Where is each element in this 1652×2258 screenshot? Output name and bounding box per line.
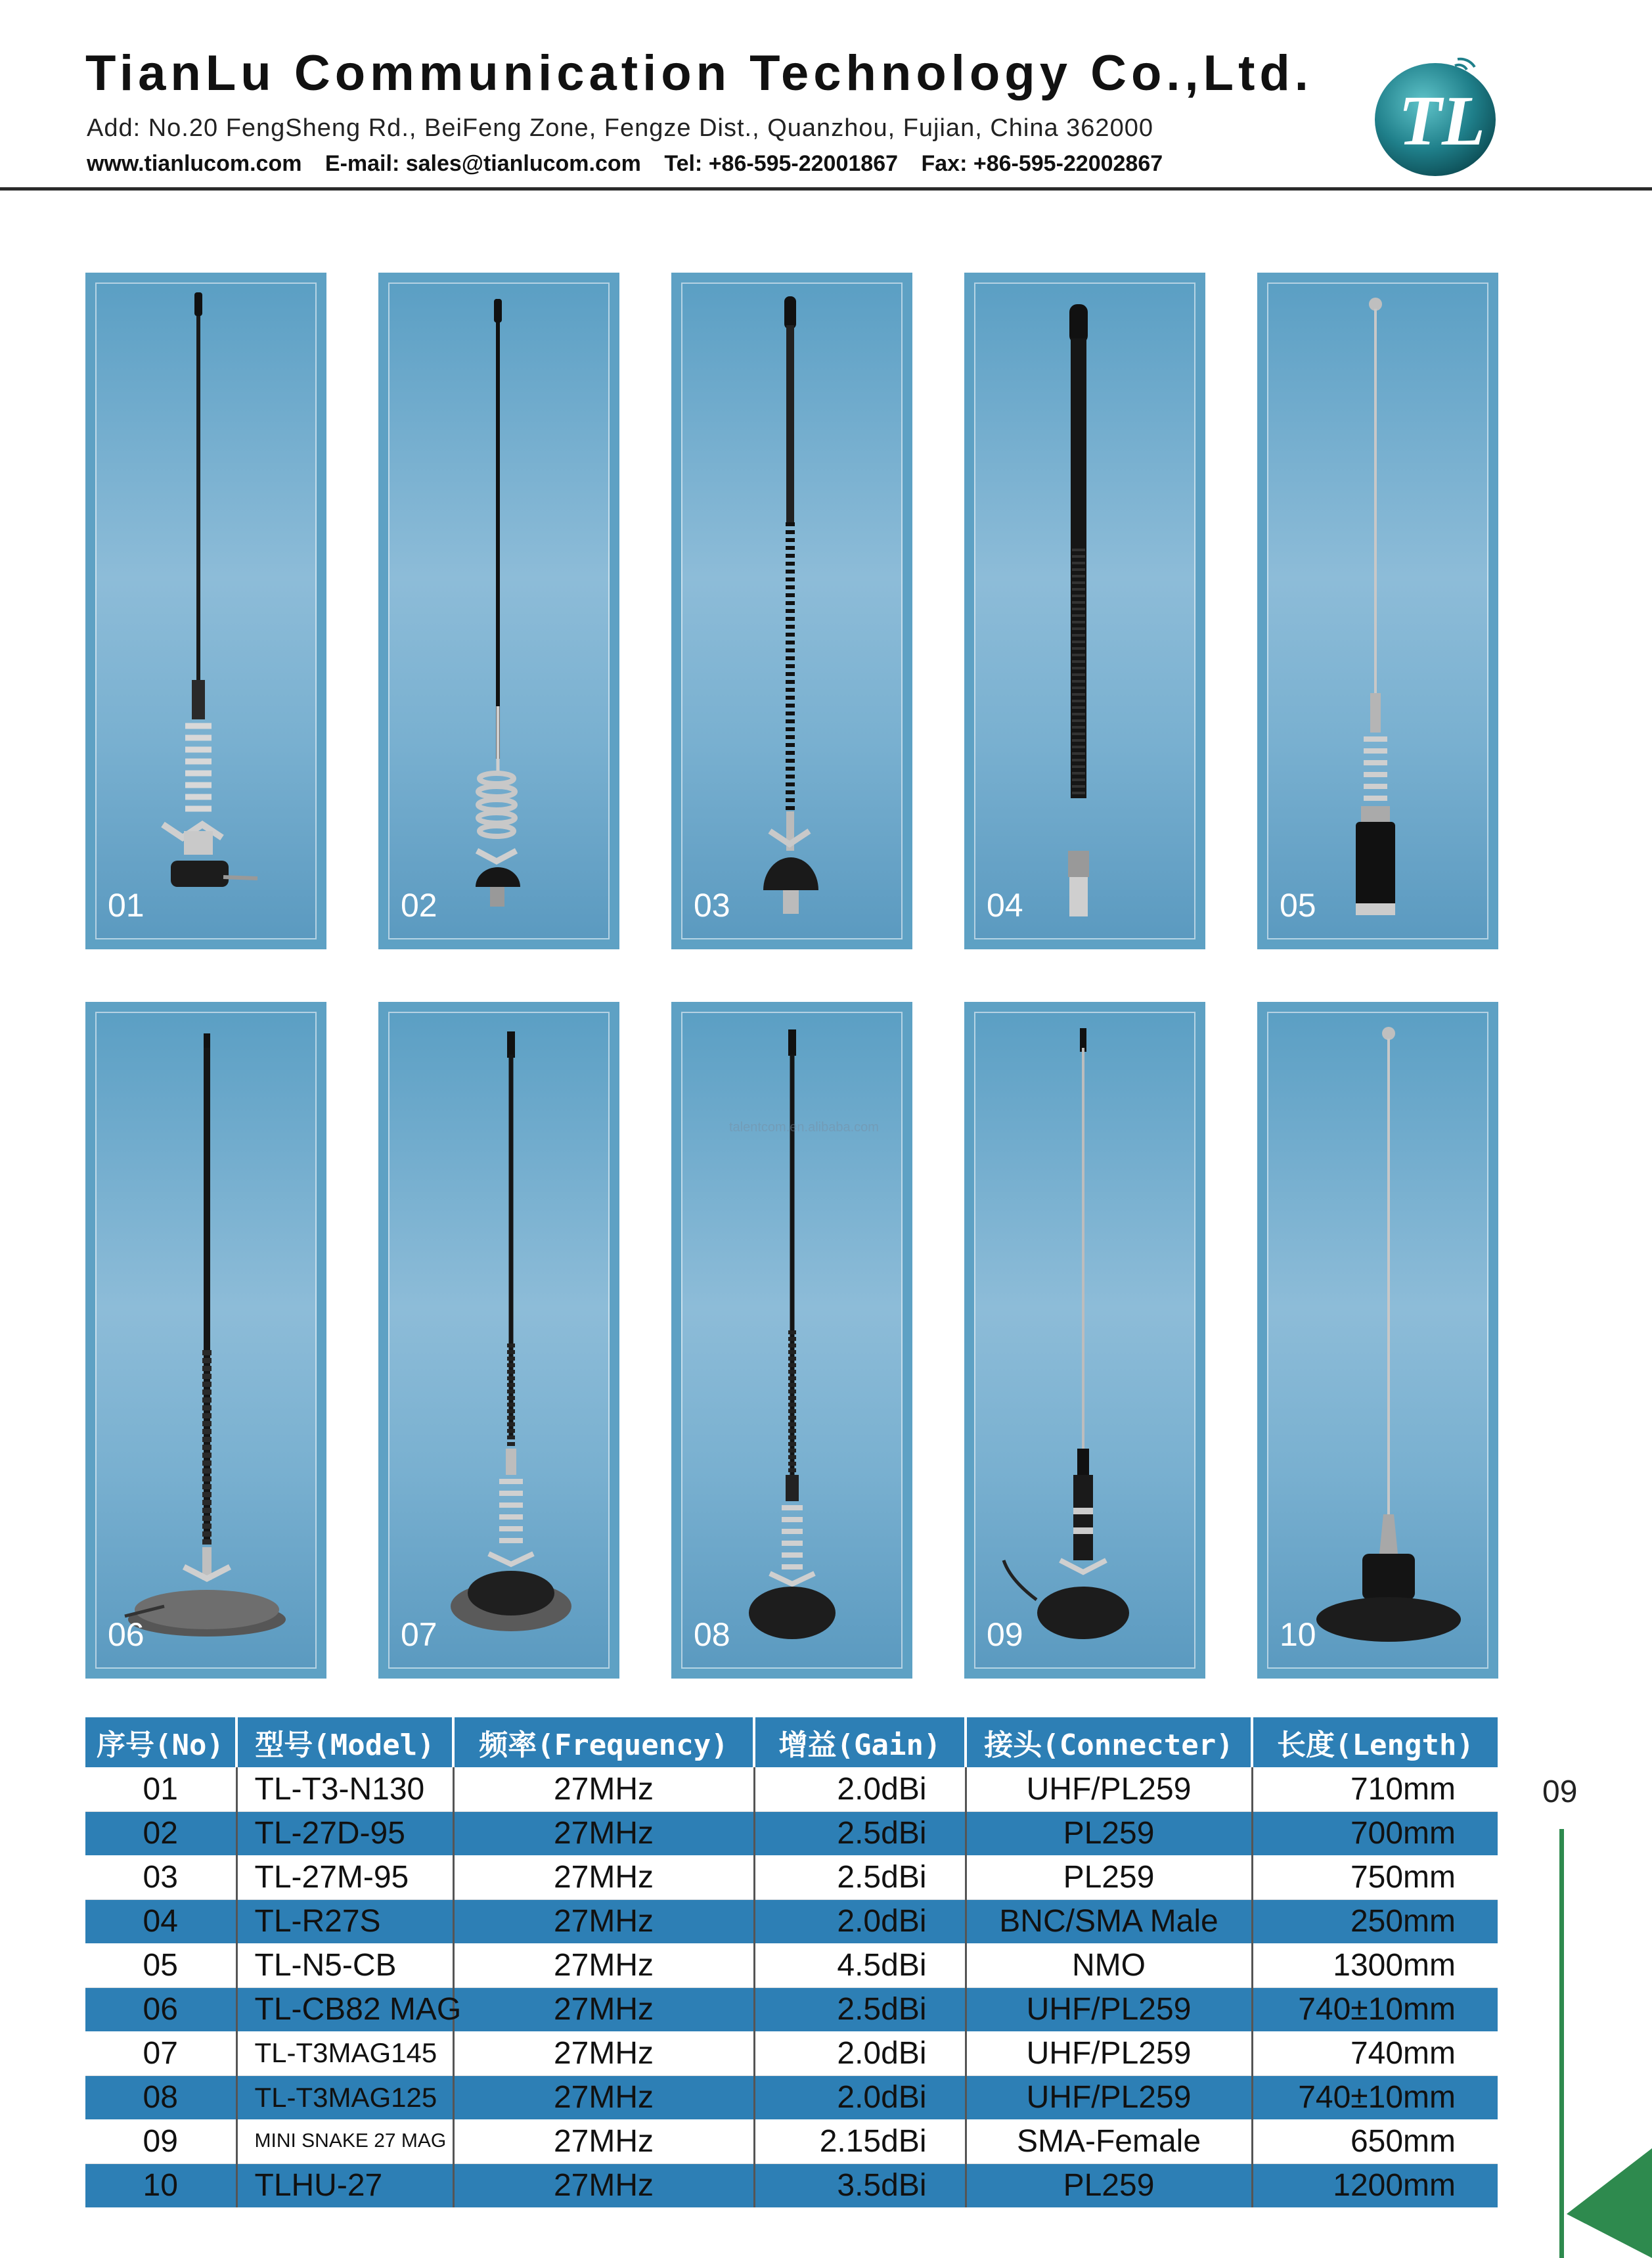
product-number: 04 [987,887,1023,924]
table-row [85,1987,1498,2031]
cell-connector: BNC/SMA Male [966,1899,1252,1943]
table-row [85,2031,1498,2075]
cell-frequency: 27MHz [453,2119,754,2163]
spec-table [85,1717,1498,2207]
cell-model: TL-T3MAG125 [236,2075,453,2119]
cell-connector: PL259 [966,1855,1252,1899]
contact-line [87,151,1180,177]
company-name: TianLu Communication Technology Co.,Ltd. [85,45,1313,101]
cell-model: TLHU-27 [236,2163,453,2207]
product-panel-06[interactable] [85,1002,326,1679]
website-link[interactable]: www.tianlucom.com [87,151,302,176]
cell-no: 09 [85,2119,236,2163]
header-connector: 接头(Connecter) [966,1717,1252,1767]
page-header [0,0,1652,191]
corner-triangle-decoration [1567,2148,1652,2258]
cell-length: 250mm [1252,1899,1498,1943]
cell-frequency: 27MHz [453,2075,754,2119]
product-panel-01[interactable] [85,273,326,949]
product-number: 01 [108,887,145,924]
company-address: Add: No.20 FengSheng Rd., BeiFeng Zone, Fengze Dist., Quanzhou, Fujian, China 362000 [87,114,1153,142]
cell-gain: 2.5dBi [754,1987,966,2031]
cell-length: 650mm [1252,2119,1498,2163]
cell-frequency: 27MHz [453,1767,754,1811]
table-row [85,2075,1498,2119]
table-row [85,1943,1498,1987]
cell-connector: UHF/PL259 [966,1767,1252,1811]
antenna-image-01 [85,273,326,949]
cell-length: 740mm [1252,2031,1498,2075]
cell-model: TL-27D-95 [236,1811,453,1855]
header-model: 型号(Model) [236,1717,453,1767]
cell-frequency: 27MHz [453,1855,754,1899]
cell-connector: PL259 [966,1811,1252,1855]
cell-frequency: 27MHz [453,1811,754,1855]
antenna-image-08 [671,1002,912,1679]
cell-no: 08 [85,2075,236,2119]
header-no: 序号(No) [85,1717,236,1767]
product-number: 03 [694,887,730,924]
cell-length: 1300mm [1252,1943,1498,1987]
product-number: 10 [1280,1616,1316,1653]
cell-no: 04 [85,1899,236,1943]
product-panel-05[interactable] [1257,273,1498,949]
cell-frequency: 27MHz [453,1943,754,1987]
antenna-image-02 [378,273,619,949]
cell-length: 740±10mm [1252,1987,1498,2031]
cell-model: TL-T3-N130 [236,1767,453,1811]
cell-model: MINI SNAKE 27 MAG [236,2119,453,2163]
product-panel-08[interactable] [671,1002,912,1679]
table-row [85,2163,1498,2207]
product-number: 02 [401,887,437,924]
antenna-image-06 [85,1002,326,1679]
cell-model: TL-CB82 MAG [236,1987,453,2031]
antenna-image-09 [964,1002,1205,1679]
cell-length: 710mm [1252,1767,1498,1811]
table-row [85,1811,1498,1855]
product-panel-09[interactable] [964,1002,1205,1679]
product-number: 08 [694,1616,730,1653]
cell-model: TL-R27S [236,1899,453,1943]
cell-frequency: 27MHz [453,1899,754,1943]
cell-no: 10 [85,2163,236,2207]
cell-model: TL-N5-CB [236,1943,453,1987]
cell-length: 740±10mm [1252,2075,1498,2119]
cell-connector: UHF/PL259 [966,2031,1252,2075]
cell-no: 05 [85,1943,236,1987]
table-row [85,1899,1498,1943]
product-number: 07 [401,1616,437,1653]
cell-length: 750mm [1252,1855,1498,1899]
cell-connector: SMA-Female [966,2119,1252,2163]
cell-gain: 2.0dBi [754,2075,966,2119]
header-gain: 增益(Gain) [754,1717,966,1767]
antenna-image-07 [378,1002,619,1679]
cell-model: TL-27M-95 [236,1855,453,1899]
antenna-image-10 [1257,1002,1498,1679]
cell-gain: 4.5dBi [754,1943,966,1987]
header-length: 长度(Length) [1252,1717,1498,1767]
logo-text: TL [1398,82,1485,160]
header-frequency: 频率(Frequency) [453,1717,754,1767]
cell-model: TL-T3MAG145 [236,2031,453,2075]
page-number: 09 [1542,1774,1578,1809]
cell-no: 06 [85,1987,236,2031]
cell-gain: 2.0dBi [754,1767,966,1811]
cell-no: 02 [85,1811,236,1855]
product-number: 09 [987,1616,1023,1653]
cell-gain: 2.5dBi [754,1811,966,1855]
cell-gain: 3.5dBi [754,2163,966,2207]
product-panel-03[interactable] [671,273,912,949]
fax-number: Fax: +86-595-22002867 [921,151,1163,176]
cell-gain: 2.0dBi [754,1899,966,1943]
cell-frequency: 27MHz [453,2031,754,2075]
watermark: talentcom.en.alibaba.com [729,1120,879,1135]
table-header-row [85,1717,1498,1767]
cell-length: 700mm [1252,1811,1498,1855]
product-panel-02[interactable] [378,273,619,949]
cell-no: 07 [85,2031,236,2075]
product-number: 06 [108,1616,145,1653]
table-row [85,1855,1498,1899]
cell-no: 01 [85,1767,236,1811]
email-link[interactable]: E-mail: sales@tianlucom.com [324,151,641,176]
cell-frequency: 27MHz [453,1987,754,2031]
product-panel-04[interactable] [964,273,1205,949]
cell-connector: UHF/PL259 [966,2075,1252,2119]
company-logo [1370,54,1501,179]
side-accent-bar [1559,1829,1564,2258]
cell-connector: UHF/PL259 [966,1987,1252,2031]
phone-number: Tel: +86-595-22001867 [664,151,899,176]
antenna-image-04 [964,273,1205,949]
product-panel-07[interactable] [378,1002,619,1679]
table-row [85,1767,1498,1811]
antenna-image-05 [1257,273,1498,949]
cell-no: 03 [85,1855,236,1899]
product-number: 05 [1280,887,1316,924]
product-panel-10[interactable] [1257,1002,1498,1679]
antenna-image-03 [671,273,912,949]
cell-length: 1200mm [1252,2163,1498,2207]
cell-gain: 2.0dBi [754,2031,966,2075]
cell-frequency: 27MHz [453,2163,754,2207]
cell-connector: NMO [966,1943,1252,1987]
table-row [85,2119,1498,2163]
cell-gain: 2.15dBi [754,2119,966,2163]
header-divider [0,187,1652,191]
cell-connector: PL259 [966,2163,1252,2207]
cell-gain: 2.5dBi [754,1855,966,1899]
